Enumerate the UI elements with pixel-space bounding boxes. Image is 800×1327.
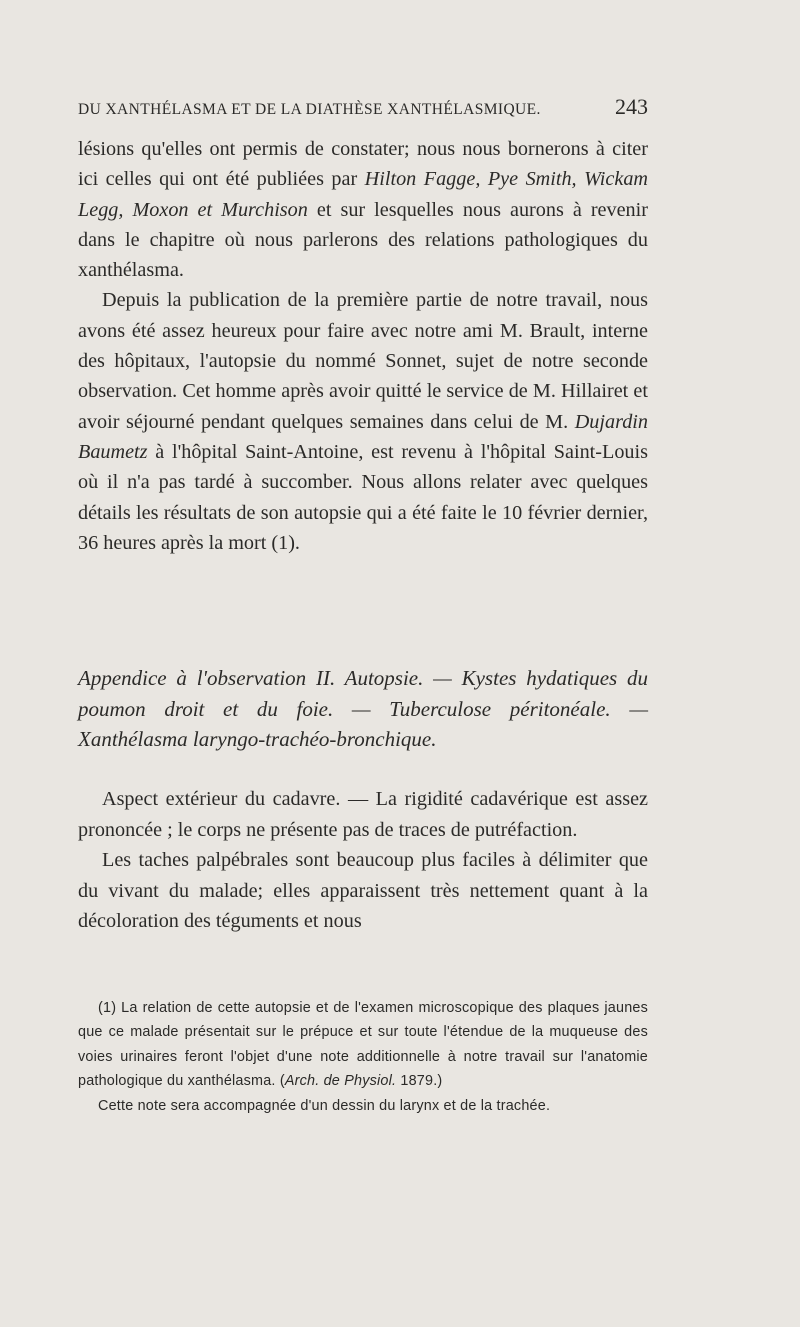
- paragraph-2-text-b: à l'hôpital Saint-Antoine, est revenu à l'hôpital Saint-Louis où il n'a pas tardé à succomber. Nous allons relater avec quelques détails les résultats de son autopsie qui a été faite le 10 février dernier, 36 heures après la mort (1).: [78, 440, 648, 554]
- page-number: 243: [615, 94, 648, 119]
- footnote-text-a: (1) La relation de cette autopsie et de l'examen microscopique des plaques jaunes que ce malade présentait sur le prépuce et sur toute l'étendue de la muqueuse des voies urinaires feront l'objet d'une note additionnelle à notre travail sur l'anatomie pathologique du xanthélasma. (: [78, 1000, 648, 1090]
- paragraph-1-text-a: lésions qu'elles ont permis de constater; nous nous bornerons à citer ici celles qui ont été publiées par: [78, 138, 648, 191]
- section-heading: Appendice à l'observation II. Autopsie. — Kystes hydatiques du poumon droit et du foie. — Tuberculose péritonéale. — Xanthélasma laryngo-trachéo-bronchique.: [78, 666, 648, 751]
- footnote-paragraph-1: [78, 996, 648, 1094]
- footnote-text-b: 1879.): [396, 1073, 443, 1090]
- footnote: [78, 996, 648, 1118]
- paragraph-1-text-b: et sur lesquelles nous aurons à revenir dans le chapitre où nous parlerons des relations pathologiques du xanthélasma.: [78, 198, 648, 282]
- main-text: [78, 134, 648, 558]
- main-text-continued: [78, 784, 648, 937]
- running-title: DU XANTHÉLASMA ET DE LA DIATHÈSE XANTHÉLASMIQUE.: [78, 101, 541, 118]
- paragraph-2: [78, 285, 648, 558]
- cited-doctor: Dujardin Baumetz: [78, 410, 648, 463]
- cited-authors: Hilton Fagge, Pye Smith, Wickam Legg, Moxon et Murchison: [78, 168, 648, 221]
- footnote-citation: Arch. de Physiol.: [284, 1073, 397, 1090]
- paragraph-2-text-a: Depuis la publication de la première partie de notre travail, nous avons été assez heureux pour faire avec notre ami M. Brault, interne des hôpitaux, l'autopsie du nommé Sonnet, sujet de notre seconde observation. Cet homme après avoir quitté le service de M. Hillairet et avoir séjourné pendant quelques semaines dans celui de M.: [78, 289, 648, 433]
- paragraph-4: Les taches palpébrales sont beaucoup plus faciles à délimiter que du vivant du malade; elles apparaissent très nettement quant à la décoloration des téguments et nous: [78, 849, 648, 932]
- footnote-paragraph-2: Cette note sera accompagnée d'un dessin du larynx et de la trachée.: [98, 1097, 551, 1114]
- paragraph-1: [78, 134, 648, 285]
- paragraph-3: Aspect extérieur du cadavre. — La rigidité cadavérique est assez prononcée ; le corps ne présente pas de traces de putréfaction.: [78, 788, 648, 841]
- running-header: [78, 94, 648, 120]
